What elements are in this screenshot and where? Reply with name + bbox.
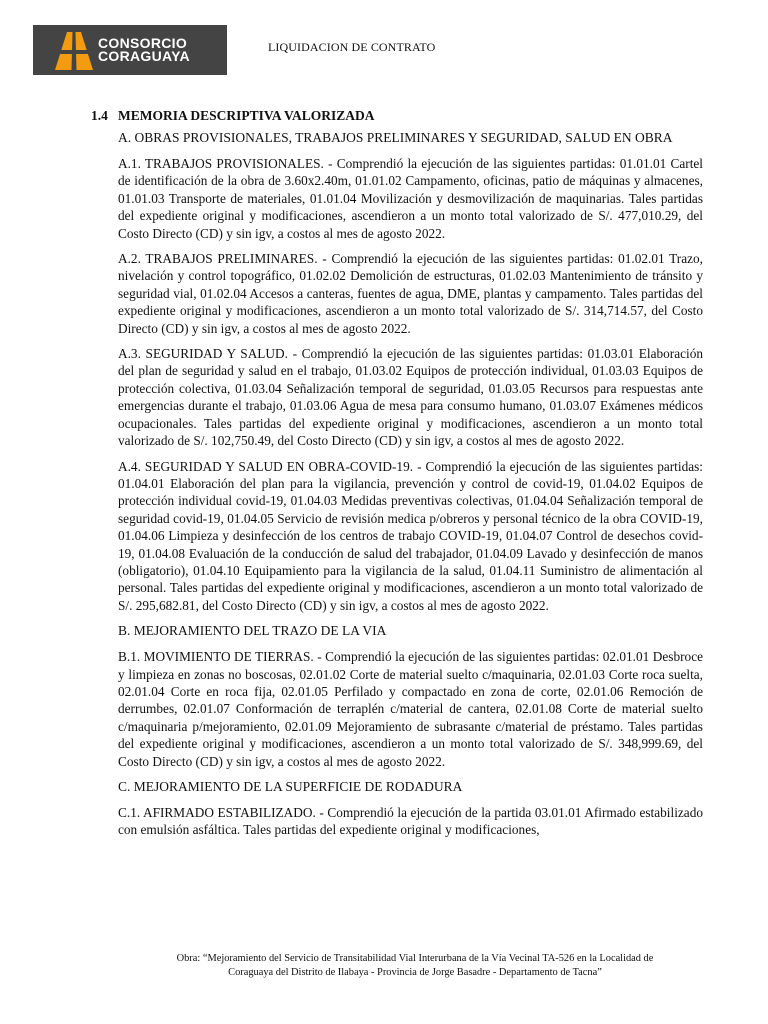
section-number: 1.4 bbox=[91, 108, 108, 123]
paragraph-a2: A.2. TRABAJOS PRELIMINARES. - Comprendió la ejecución de las siguientes partidas: 01.02.01 Trazo, nivelación y control topográfico, 01.02.02 Demolición de estructuras, 01.02.03 Mantenimiento de tránsito y seguridad vial, 01.02.04 Accesos a canteras, fuentes de agua, DME, plantas y campamento. Tales partidas del expediente original y modificaciones, ascendieron a un monto total valorizado de S/. 314,714.57, del Costo Directo (CD) y sin igv, a costos al mes de agosto 2022. bbox=[118, 251, 703, 336]
paragraph-a1: A.1. TRABAJOS PROVISIONALES. - Comprendió la ejecución de las siguientes partidas: 01.01.01 Cartel de identificación de la obra de 3.60x2.40m, 01.01.02 Campamento, oficinas, patio de máquinas y almacenes, 01.01.03 Transporte de materiales, 01.01.04 Movilización y desmovilización de maquinarias. Tales partidas del expediente original y modificaciones, ascendieron a un monto total valorizado de S/. 477,010.29, del Costo Directo (CD) y sin igv, a costos al mes de agosto 2022. bbox=[118, 156, 703, 241]
road-logo-icon bbox=[55, 32, 93, 70]
document-body bbox=[91, 106, 703, 847]
logo-line-1: CONSORCIO bbox=[98, 35, 188, 51]
section-title: MEMORIA DESCRIPTIVA VALORIZADA bbox=[118, 108, 375, 123]
paragraph-c1: C.1. AFIRMADO ESTABILIZADO. - Comprendió la ejecución de la partida 03.01.01 Afirmado estabilizado con emulsión asfáltica. Tales partidas del expediente original y modificaciones, bbox=[118, 805, 703, 838]
group-heading-c: C. MEJORAMIENTO DE LA SUPERFICIE DE RODADURA bbox=[118, 779, 463, 794]
logo-line-2: CORAGUAYA bbox=[98, 48, 190, 64]
paragraph-a3: A.3. SEGURIDAD Y SALUD. - Comprendió la ejecución de las siguientes partidas: 01.03.01 Elaboración del plan de seguridad y salud en el trabajo, 01.03.02 Equipos de protección individual, 01.03.03 Equipos de protección colectiva, 01.03.04 Señalización temporal de seguridad, 01.03.05 Recursos para respuestas ante emergencias durante el trabajo, 01.03.06 Agua de mesa para consumo humano, 01.03.07 Exámenes médicos ocupacionales. Tales partidas del expediente original y modificaciones, ascendieron a un monto total valorizado de S/. 102,750.49, del Costo Directo (CD) y sin igv, a costos al mes de agosto 2022. bbox=[118, 346, 703, 449]
section-heading bbox=[91, 106, 703, 125]
paragraph-a4: A.4. SEGURIDAD Y SALUD EN OBRA-COVID-19. - Comprendió la ejecución de las siguientes partidas: 01.04.01 Elaboración del plan para la vigilancia, prevención y control de covid-19, 01.04.02 Equipos de protección individual covid-19, 01.04.03 Medidas preventivas colectivas, 01.04.04 Señalización temporal de seguridad covid-19, 01.04.05 Servicio de revisión medica p/obreros y personal técnico de la obra COVID-19, 01.04.06 Limpieza y desinfección de los centros de trabajo COVID-19, 01.04.07 Control de desechos covid-19, 01.04.08 Evaluación de la conducción de salud del trabajador, 01.04.09 Lavado y desinfección de manos (obligatorio), 01.04.10 Equipamiento para la vigilancia de la salud, 01.04.11 Suministro de alimentación al personal. Tales partidas del expediente original y modificaciones, ascendieron a un monto total valorizado de S/. 295,682.81, del Costo Directo (CD) y sin igv, a costos al mes de agosto 2022. bbox=[118, 458, 703, 613]
document-title: LIQUIDACION DE CONTRATO bbox=[268, 40, 436, 54]
group-heading-b: B. MEJORAMIENTO DEL TRAZO DE LA VIA bbox=[118, 623, 387, 639]
footer-line-2: Coraguaya del Distrito de Ilabaya - Provincia de Jorge Basadre - Departamento de Tacna” bbox=[228, 967, 602, 978]
paragraph-b1: B.1. MOVIMIENTO DE TIERRAS. - Comprendió la ejecución de las siguientes partidas: 02.01.01 Desbroce y limpieza en zonas no boscosas, 02.01.02 Corte de material suelto c/maquinaria, 02.01.03 Corte roca suelta, 02.01.04 Corte en roca fija, 02.01.05 Perfilado y compactado en zona de corte, 02.01.06 Remoción de derrumbes, 02.01.07 Conformación de terraplén c/material de cantera, 02.01.08 Corte de material suelto c/maquinaria p/mejoramiento, 02.01.09 Mejoramiento de subrasante c/material de préstamo. Tales partidas del expediente original y modificaciones, ascendieron a un monto total valorizado de S/. 348,999.69, del Costo Directo (CD) y sin igv, a costos al mes de agosto 2022. bbox=[118, 649, 703, 769]
group-heading-a: A. OBRAS PROVISIONALES, TRABAJOS PRELIMINARES Y SEGURIDAD, SALUD EN OBRA bbox=[118, 130, 673, 145]
page-footer bbox=[120, 952, 710, 980]
company-logo bbox=[33, 25, 227, 75]
footer-line-1: Obra: “Mejoramiento del Servicio de Transitabilidad Vial Interurbana de la Vía Vecinal TA-526 en la Localidad de bbox=[176, 953, 654, 964]
logo-text bbox=[98, 37, 223, 63]
